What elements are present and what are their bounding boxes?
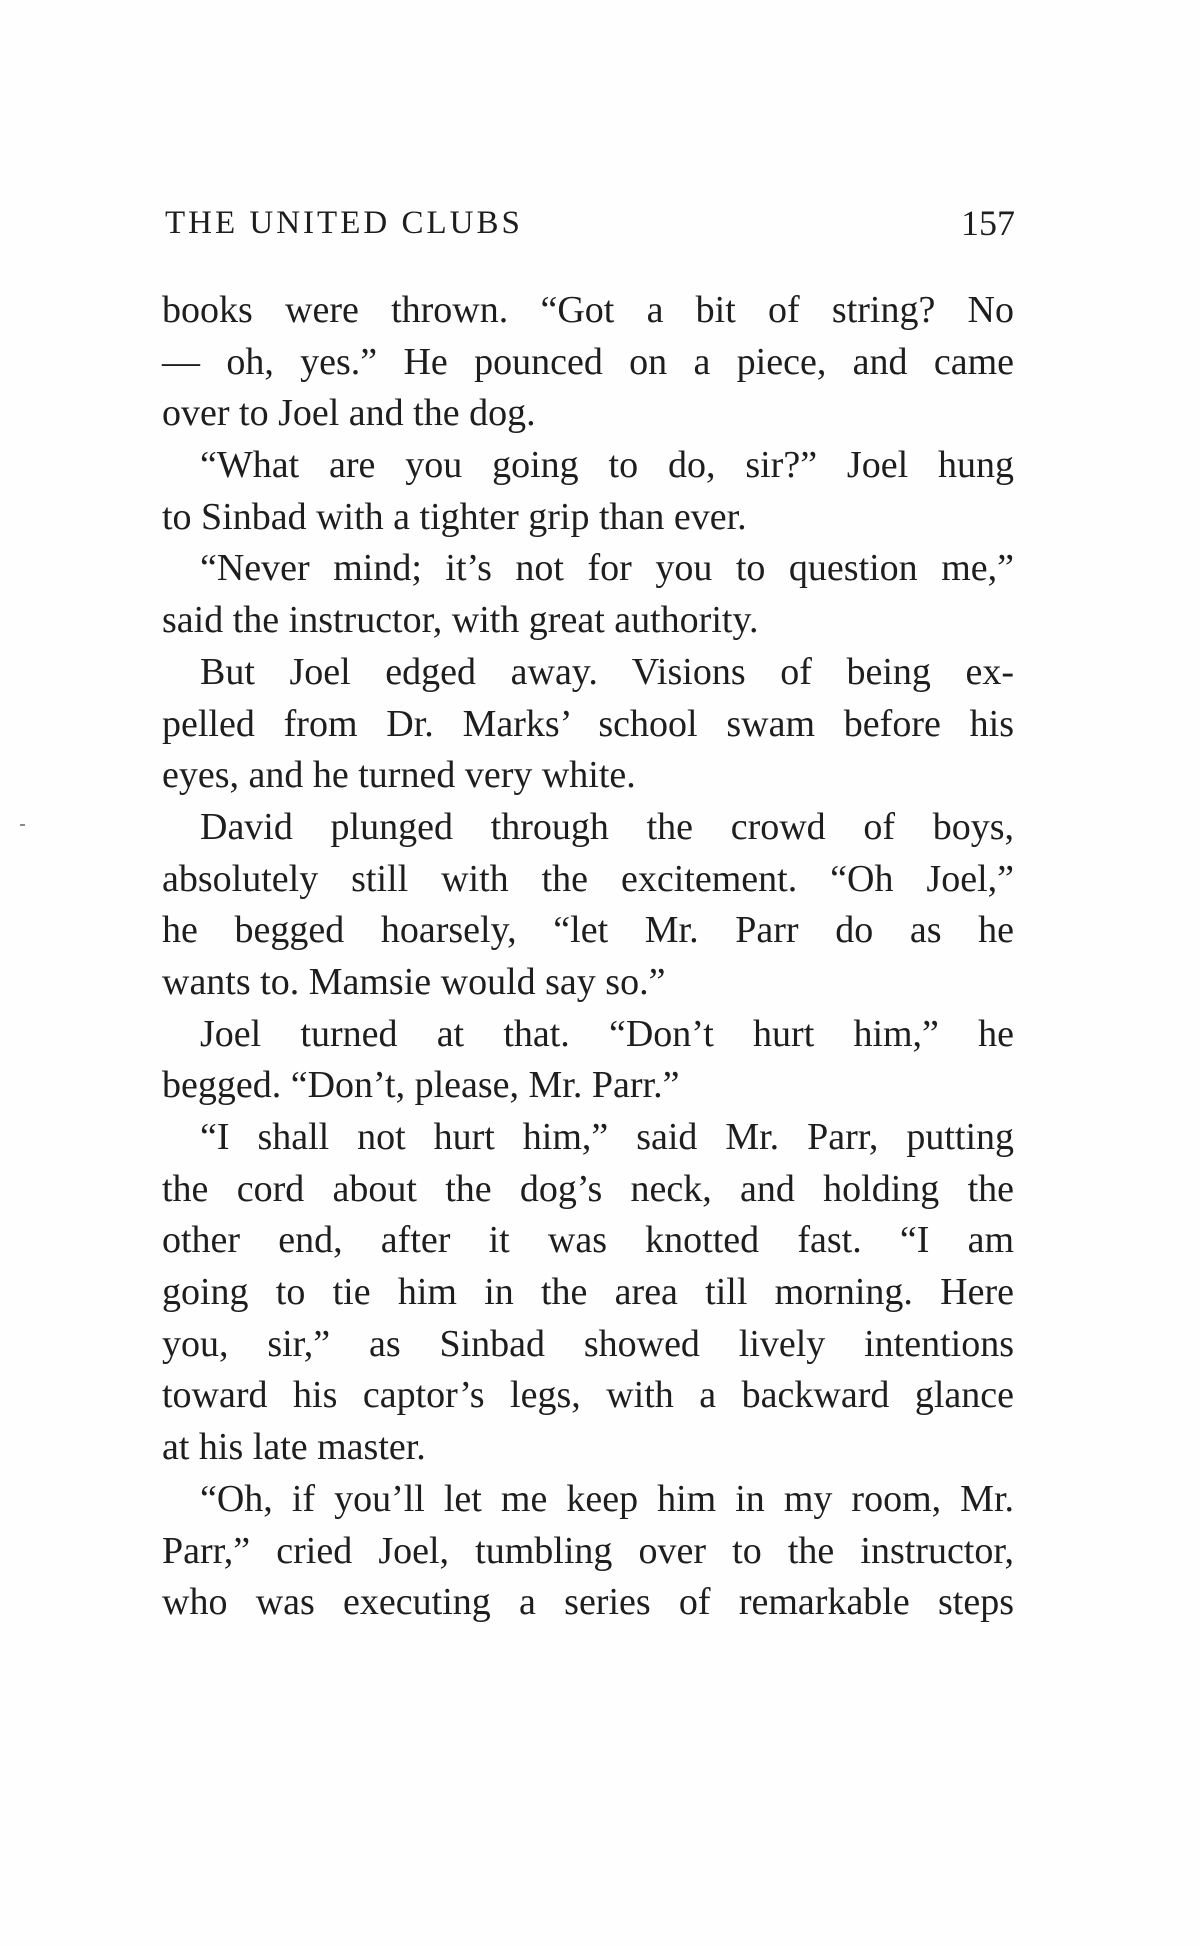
text-line: going to tie him in the area till morning. Here: [162, 1271, 1014, 1314]
running-head: THE UNITED CLUBS: [165, 205, 523, 241]
page-number: 157: [961, 203, 1015, 243]
text-line: the cord about the dog’s neck, and holding the: [162, 1167, 1014, 1210]
text-line: you, sir,” as Sinbad showed lively intentions: [162, 1322, 1014, 1365]
text-line: “What are you going to do, sir?” Joel hung: [200, 444, 1014, 487]
text-line: “Oh, if you’ll let me keep him in my room, Mr.: [200, 1477, 1014, 1520]
text-line: other end, after it was knotted fast. “I am: [162, 1219, 1014, 1262]
text-line: pelled from Dr. Marks’ school swam before his: [162, 702, 1014, 745]
text-line: Parr,” cried Joel, tumbling over to the instructor,: [162, 1529, 1014, 1572]
text-line: “I shall not hurt him,” said Mr. Parr, putting: [200, 1116, 1014, 1158]
text-line: David plunged through the crowd of boys,: [200, 805, 1014, 848]
page-header: [165, 198, 1015, 248]
text-line: who was executing a series of remarkable steps: [162, 1581, 1014, 1624]
text-line: to Sinbad with a tighter grip than ever.: [162, 495, 747, 538]
text-line: said the instructor, with great authority.: [162, 599, 759, 642]
text-line: wants to. Mamsie would say so.”: [162, 960, 666, 1003]
text-line: — oh, yes.” He pounced on a piece, and came: [162, 340, 1014, 383]
text-line: eyes, and he turned very white.: [162, 754, 636, 797]
text-line: books were thrown. “Got a bit of string? No: [162, 289, 1014, 331]
text-line: begged. “Don’t, please, Mr. Parr.”: [162, 1064, 680, 1107]
text-line: But Joel edged away. Visions of being ex-: [200, 650, 1014, 693]
text-line: toward his captor’s legs, with a backward glance: [162, 1374, 1014, 1417]
text-line: he begged hoarsely, “let Mr. Parr do as he: [162, 909, 1014, 952]
body-text: [162, 285, 1014, 1629]
text-line: over to Joel and the dog.: [162, 392, 536, 435]
text-line: at his late master.: [162, 1426, 426, 1469]
text-line: “Never mind; it’s not for you to question me,”: [200, 547, 1014, 590]
text-line: absolutely still with the excitement. “Oh Joel,”: [162, 857, 1014, 900]
text-line: Joel turned at that. “Don’t hurt him,” he: [200, 1012, 1014, 1055]
margin-mark: [20, 824, 25, 826]
